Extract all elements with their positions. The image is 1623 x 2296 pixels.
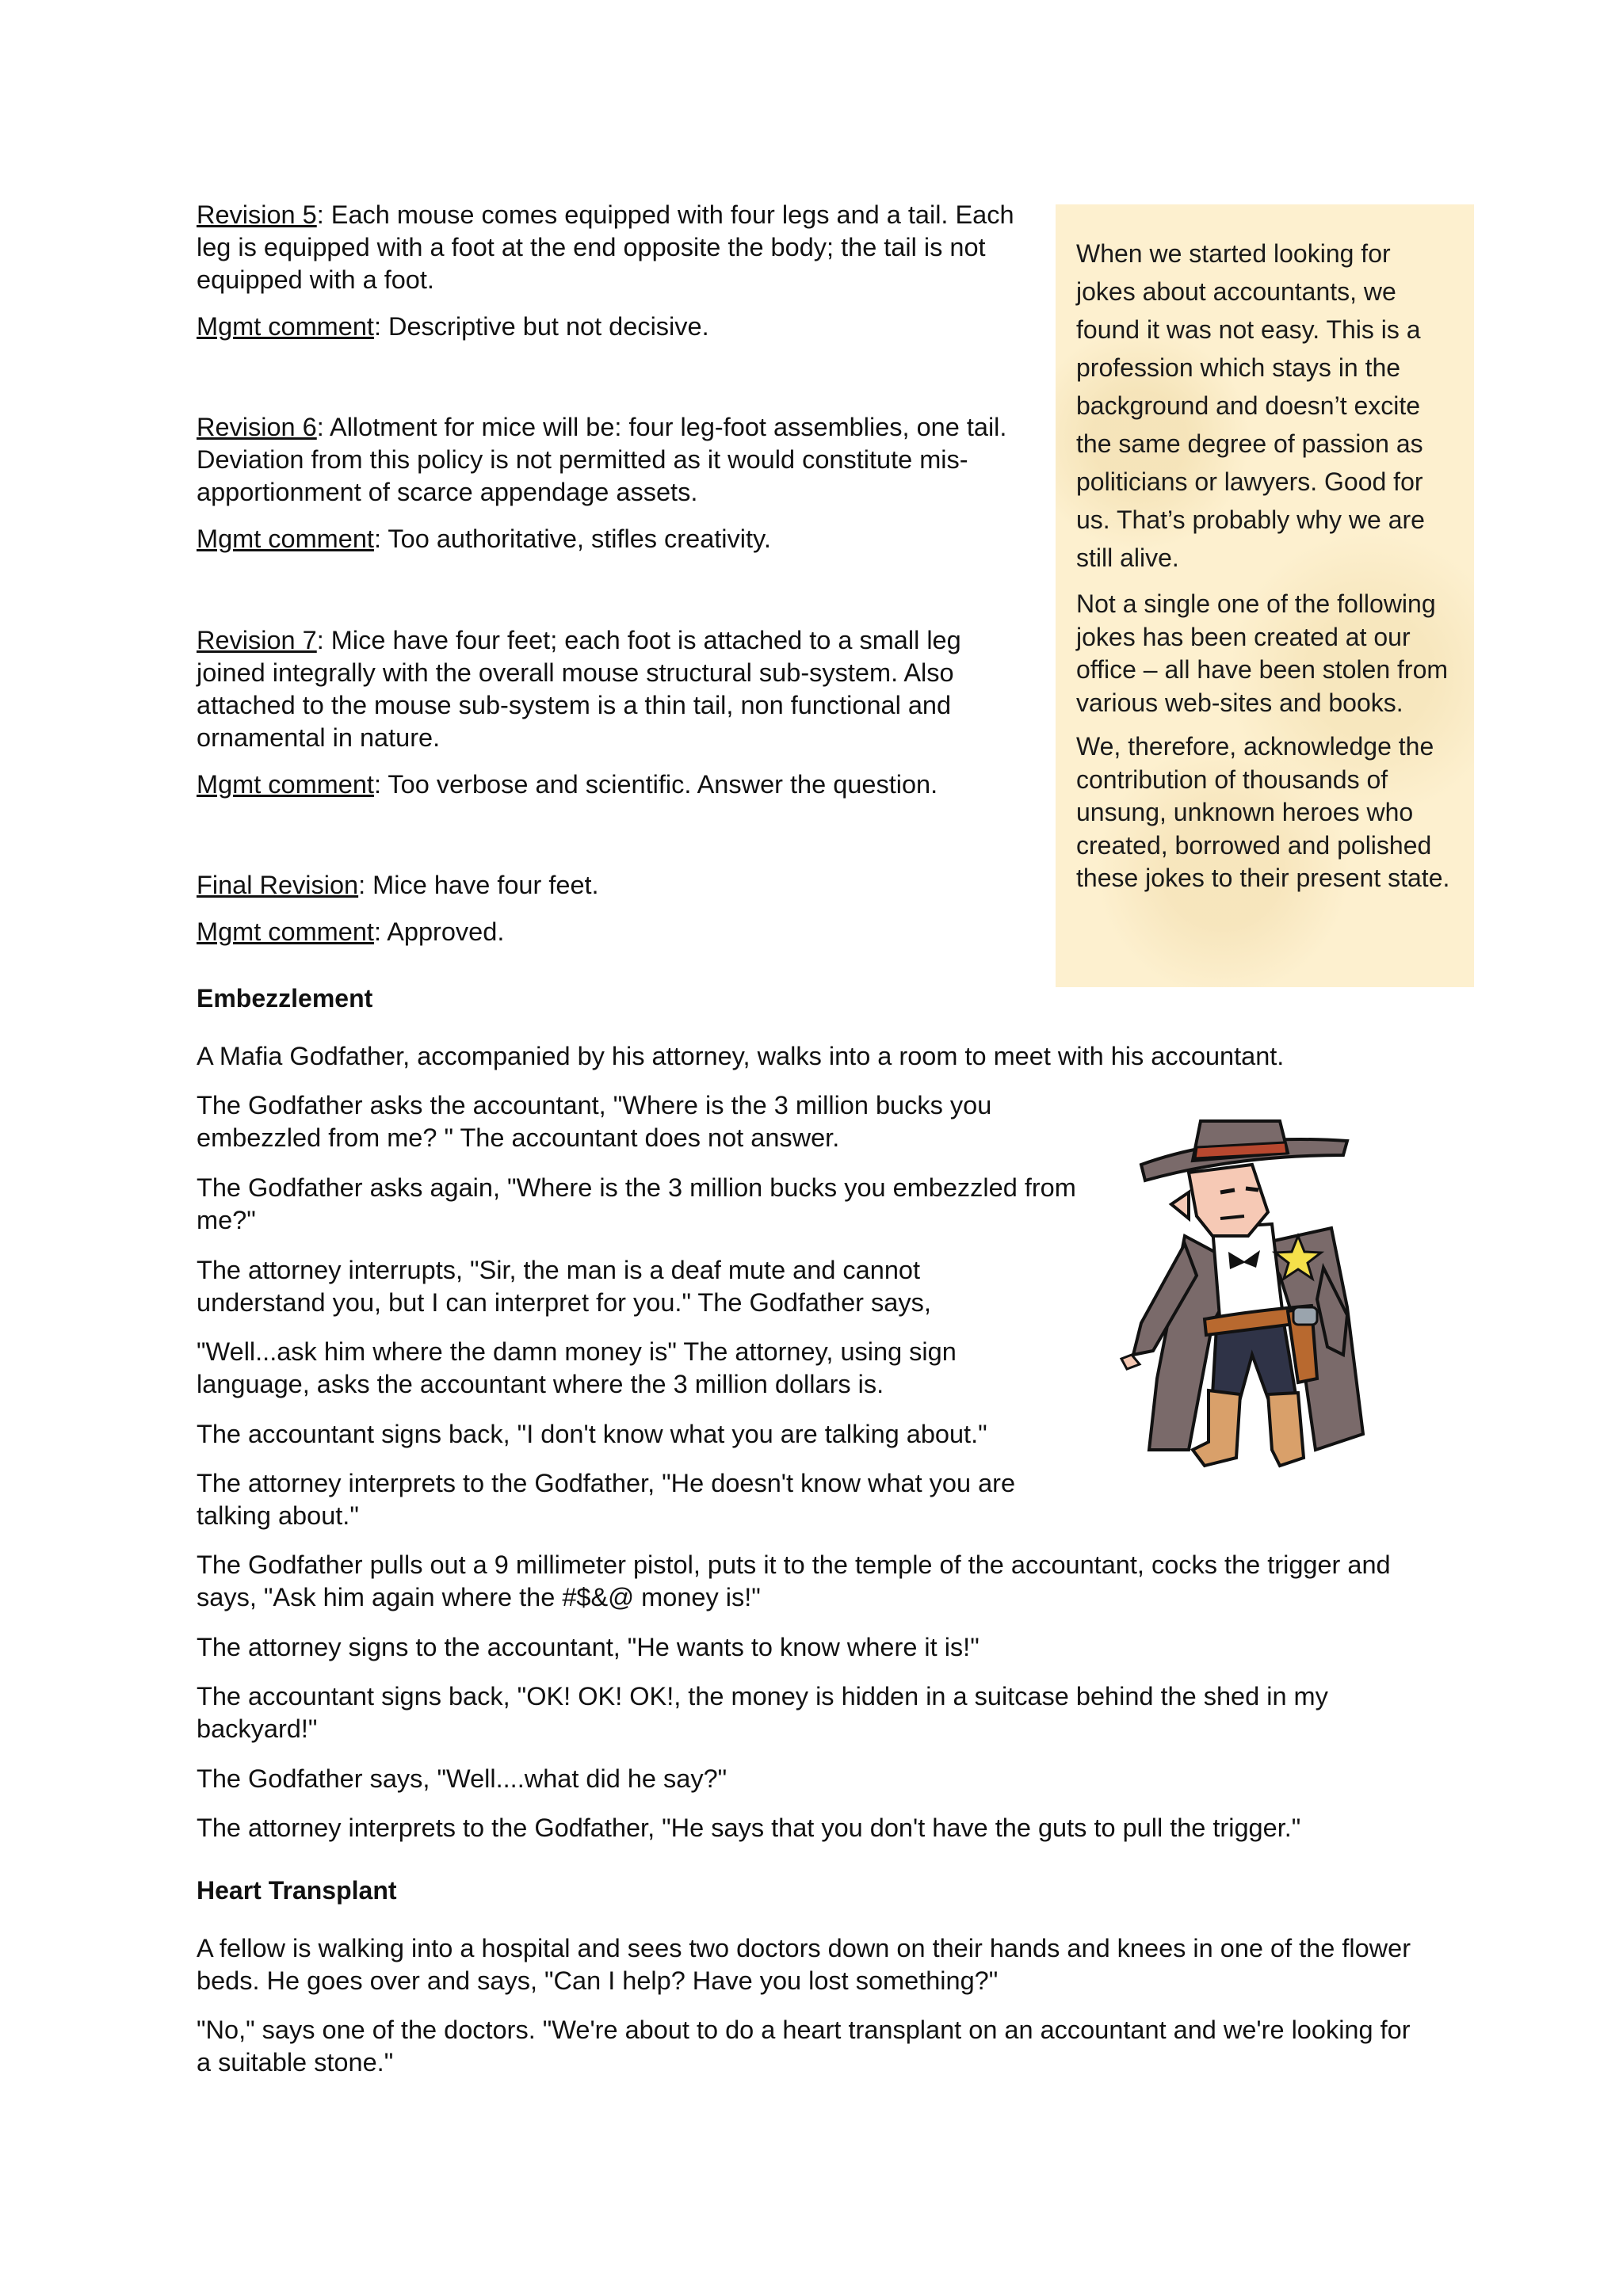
- revision-label: Revision 5: [197, 200, 317, 229]
- paragraph: The Godfather asks again, "Where is the 3 million bucks you embezzled from me?": [197, 1173, 1076, 1234]
- revision-7-text: Revision 7: Mice have four feet; each foot is attached to a small leg joined integrally with the overall mouse structural sub-system. Also attached to the mouse sub-system is a thin tail, non functional and ornamental in nature.: [197, 626, 961, 752]
- mgmt-comment: Mgmt comment: Descriptive but not decisive.: [197, 312, 709, 341]
- revision-6-block: [197, 411, 1021, 555]
- paragraph: A Mafia Godfather, accompanied by his attorney, walks into a room to meet with his accountant.: [197, 1042, 1285, 1070]
- paragraph: The Godfather pulls out a 9 millimeter pistol, puts it to the temple of the accountant, cocks the trigger and says, "Ask him again where the #$&@ money is!": [197, 1550, 1391, 1611]
- revision-6-text: Revision 6: Allotment for mice will be: four leg-foot assemblies, one tail. Deviation from this policy is not permitted as it would constitute mis-apportionment of scarce appendage assets.: [197, 413, 1007, 506]
- sidebar-paragraph: We, therefore, acknowledge the contribution of thousands of unsung, unknown heroes who created, borrowed and polished these jokes to their present state.: [1076, 732, 1450, 892]
- revision-5-text: Revision 5: Each mouse comes equipped with four legs and a tail. Each leg is equipped with a foot at the end opposite the body; the tail is not equipped with a foot.: [197, 200, 1014, 294]
- revision-7-block: [197, 624, 1021, 801]
- paragraph: The Godfather says, "Well....what did he say?": [197, 1764, 727, 1793]
- paragraph: A fellow is walking into a hospital and sees two doctors down on their hands and knees in one of the flower beds. He goes over and says, "Can I help? Have you lost something?": [197, 1934, 1411, 1995]
- paragraph: The attorney interprets to the Godfather, "He doesn't know what you are talking about.": [197, 1469, 1016, 1530]
- section-title-heart-transplant: Heart Transplant: [197, 1876, 397, 1905]
- paragraph: The accountant signs back, "I don't know what you are talking about.": [197, 1420, 987, 1448]
- paragraph: "Well...ask him where the damn money is" The attorney, using sign language, asks the accountant where the 3 million dollars is.: [197, 1337, 957, 1398]
- mgmt-comment: Mgmt comment: Too authoritative, stifles creativity.: [197, 524, 771, 553]
- sidebar-paragraph: When we started looking for jokes about accountants, we found it was not easy. This is a profession which stays in the background and doesn’t excite the same degree of passion as politicians or lawyers. Good for us. That’s probably why we are still alive.: [1076, 239, 1425, 572]
- mgmt-comment: Mgmt comment: Approved.: [197, 917, 505, 946]
- section-title-embezzlement: Embezzlement: [197, 984, 373, 1013]
- sidebar-paragraph: Not a single one of the following jokes has been created at our office – all have been stolen from various web-sites and books.: [1076, 589, 1449, 717]
- paragraph: The attorney interprets to the Godfather, "He says that you don't have the guts to pull the trigger.": [197, 1814, 1301, 1842]
- paragraph: The accountant signs back, "OK! OK! OK!, the money is hidden in a suitcase behind the shed in my backyard!": [197, 1682, 1328, 1743]
- final-revision-block: [197, 869, 1021, 948]
- revision-5-block: [197, 199, 1021, 343]
- intro-sidebar: [1056, 204, 1474, 987]
- paragraph: The Godfather asks the accountant, "Where is the 3 million bucks you embezzled from me? " The accountant does not answer.: [197, 1091, 992, 1152]
- mgmt-comment: Mgmt comment: Too verbose and scientific. Answer the question.: [197, 770, 938, 799]
- paragraph: "No," says one of the doctors. "We're about to do a heart transplant on an accountant and we're looking for a suitable stone.": [197, 2016, 1411, 2077]
- final-revision-text: Final Revision: Mice have four feet.: [197, 871, 599, 899]
- cowboy-sheriff-icon: [1109, 1117, 1403, 1474]
- paragraph: The attorney interrupts, "Sir, the man is a deaf mute and cannot understand you, but I can interpret for you." The Godfather says,: [197, 1256, 931, 1317]
- paragraph: The attorney signs to the accountant, "He wants to know where it is!": [197, 1633, 980, 1661]
